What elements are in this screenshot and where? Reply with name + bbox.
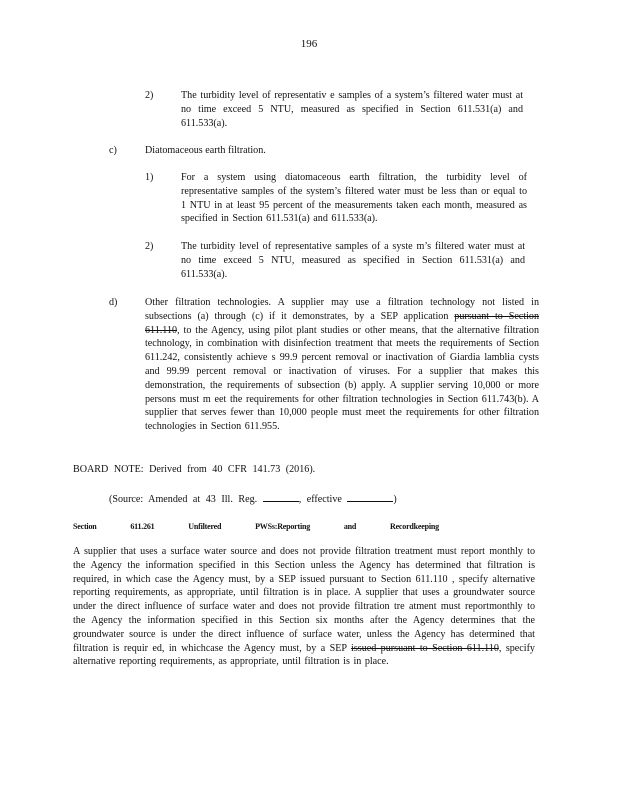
item-c1-label: 1) bbox=[145, 172, 154, 183]
source-prefix: (Source: Amended at 43 Ill. Reg. bbox=[109, 494, 258, 505]
item-d-text-part1: Other filtration technologies. A supplier may use a filtration technology not listed in subsections (a) through (c) if it demonstrates, by a SEP application bbox=[145, 297, 539, 322]
section-body-part2: , specify alternative reporting requirements, as appropriate, until filtration is in place. bbox=[73, 642, 535, 668]
source-suffix: ) bbox=[393, 494, 397, 505]
item-c2-text: The turbidity level of representative samples of a syste m’s filtered water must at no time exceed 5 NTU, measured as specified in Section 611.531(a) and 611.533(a). bbox=[181, 241, 525, 280]
item-c-title: Diatomaceous earth filtration. bbox=[145, 145, 266, 156]
board-note: BOARD NOTE: Derived from 40 CFR 141.73 (2016). bbox=[73, 464, 316, 475]
section-body bbox=[73, 545, 535, 669]
item-d-label: d) bbox=[109, 297, 118, 308]
section-body-struck-text: issued pursuant to Section 611.110 bbox=[351, 642, 499, 654]
section-number: 611.261 bbox=[130, 522, 155, 531]
page-number: 196 bbox=[300, 38, 318, 50]
item-d-struck-text: pursuant to Section 611.110 bbox=[145, 310, 539, 336]
item-c-label: c) bbox=[109, 145, 117, 156]
item-d-text bbox=[145, 296, 539, 434]
heading-word-3: and bbox=[343, 522, 357, 531]
heading-word-2: PWSs:Reporting bbox=[255, 522, 311, 531]
source-middle: , effective bbox=[298, 494, 342, 505]
item-b2-text: The turbidity level of representativ e samples of a system’s filtered water must at no time exceed 5 NTU, measured as specified in Section 611.531(a) and 611.533(a). bbox=[181, 90, 523, 129]
section-body-part1: A supplier that uses a surface water source and does not provide filtration treatment must report monthly to the Agency the information specified in this Section unless the Agency has determined that filtration is required, in which case the Agency must, by a SEP issued pursuant to Section 611.110 , specify alternative reporting requirements, as appropriate, until filtration is in place. A supplier that uses a groundwater source under the direct influence of surface water and does not provide filtration tre atment must reportmonthly to the Agency the information specified in this Section six months after the Agency determines that the groundwater source is under the direct influence of surface water, unless the Agency has determined that filtration is requir ed, in whichcase the Agency must, by a SEP bbox=[73, 546, 535, 654]
heading-word-4: Recordkeeping bbox=[390, 522, 439, 531]
item-d-text-part2: , to the Agency, using pilot plant studies or other means, that the alternative filtration technology, in combination with disinfection treatment that meets the requirements of Section 611.242, consistently achieve s 99.9 percent removal or inactivation of Giardia lamblia cysts and 99.99 percent removal or inactivation of viruses. For a supplier that makes this demonstration, the requirements of subsection (b) apply. A supplier serving 10,000 or more persons must m eet the requirements for other filtration technologies in Section 611.743(b). A supplier that serves fewer than 10,000 people must meet the requirements for other filtration technologies in Section 611.955. bbox=[145, 324, 539, 433]
section-heading bbox=[73, 520, 471, 534]
item-b2-label: 2) bbox=[145, 90, 154, 101]
item-c2-label: 2) bbox=[145, 241, 154, 252]
effective-date-blank bbox=[347, 491, 393, 502]
item-c1-text: For a system using diatomaceous earth filtration, the turbidity level of representative samples of the system’s filtered water must be less than or equal to 1 NTU in at least 95 percent of the measurements taken each month, measured as specified in Section 611.531(a) and 611.533(a). bbox=[181, 172, 527, 225]
section-word: Section bbox=[73, 522, 97, 531]
source-line bbox=[109, 491, 397, 507]
register-blank bbox=[263, 491, 299, 502]
heading-word-1: Unfiltered bbox=[188, 522, 222, 531]
